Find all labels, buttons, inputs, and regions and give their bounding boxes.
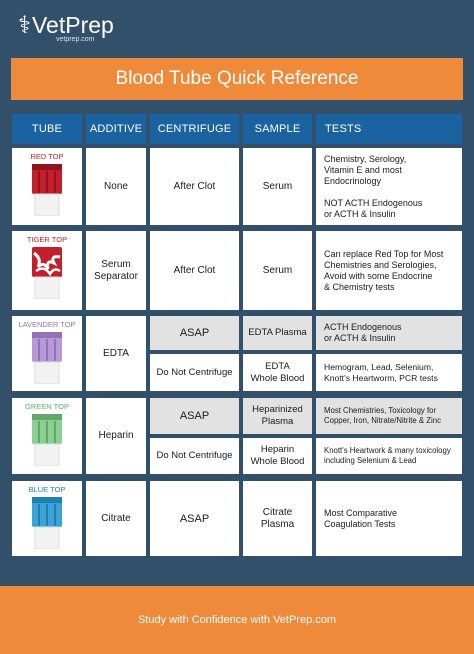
sample-cell: Citrate Plasma bbox=[243, 481, 312, 556]
header-tests: TESTS bbox=[316, 114, 462, 144]
tests-cell: ACTH Endogenous or ACTH & Insulin bbox=[316, 316, 462, 350]
sample-cell: EDTA Whole Blood bbox=[243, 354, 312, 391]
tube-blue-top bbox=[12, 481, 82, 556]
lavender-tube-icon bbox=[30, 332, 64, 384]
brand-url: vetprep.com bbox=[56, 36, 95, 43]
sample-cell: Serum bbox=[243, 231, 312, 310]
brand-name: VetPrep bbox=[31, 12, 114, 38]
tube-lavender-top bbox=[12, 316, 82, 391]
additive-cell: EDTA bbox=[86, 316, 146, 391]
additive-cell: Serum Separator bbox=[86, 231, 146, 310]
tube-label: TIGER TOP bbox=[26, 235, 68, 244]
centrifuge-cell: Do Not Centrifuge bbox=[150, 354, 239, 391]
sample-cell: Heparin Whole Blood bbox=[243, 438, 312, 474]
tests-cell: Most Chemistries, Toxicology for Copper, Iron, Nitrate/Nitrite & Zinc bbox=[316, 398, 462, 434]
vetprep-logo bbox=[18, 12, 114, 43]
centrifuge-cell: After Clot bbox=[150, 148, 239, 225]
additive-cell: Heparin bbox=[86, 398, 146, 474]
sample-cell: EDTA Plasma bbox=[243, 316, 312, 350]
header-centrifuge: CENTRIFUGE bbox=[150, 114, 239, 144]
centrifuge-cell: ASAP bbox=[150, 481, 239, 556]
sample-cell: Heparinized Plasma bbox=[243, 398, 312, 434]
centrifuge-cell: ASAP bbox=[150, 398, 239, 434]
additive-cell: Citrate bbox=[86, 481, 146, 556]
tiger-tube-icon bbox=[30, 247, 64, 299]
header-tube: TUBE bbox=[12, 114, 82, 144]
red-tube-icon bbox=[30, 164, 64, 216]
page-title: Blood Tube Quick Reference bbox=[11, 58, 463, 100]
header-additive: ADDITIVE bbox=[86, 114, 146, 144]
header-sample: SAMPLE bbox=[243, 114, 312, 144]
tube-green-top bbox=[12, 398, 82, 474]
tests-cell: Can replace Red Top for Most Chemistries and Serologies, Avoid with some Endocrine & Chemistry tests bbox=[316, 231, 462, 310]
blue-tube-icon bbox=[30, 497, 64, 549]
centrifuge-cell: After Clot bbox=[150, 231, 239, 310]
additive-cell: None bbox=[86, 148, 146, 225]
tests-cell: Hemogram, Lead, Selenium, Knott's Heartworm, PCR tests bbox=[316, 354, 462, 391]
tube-label: BLUE TOP bbox=[28, 485, 66, 494]
centrifuge-cell: Do Not Centrifuge bbox=[150, 438, 239, 474]
tests-cell: Most Comparative Coagulation Tests bbox=[316, 481, 462, 556]
footer-tagline: Study with Confidence with VetPrep.com bbox=[0, 586, 474, 654]
tests-cell: Knott's Heartwork & many toxicology including Selenium & Lead bbox=[316, 438, 462, 474]
tube-label: RED TOP bbox=[30, 152, 64, 161]
green-tube-icon bbox=[30, 414, 64, 466]
tube-label: LAVENDER TOP bbox=[18, 320, 76, 329]
centrifuge-cell: ASAP bbox=[150, 316, 239, 350]
caduceus-icon: ⚕ bbox=[18, 11, 31, 39]
sample-cell: Serum bbox=[243, 148, 312, 225]
tube-red-top bbox=[12, 148, 82, 225]
tests-cell: Chemistry, Serology, Vitamin E and most Endocrinology NOT ACTH Endogenous or ACTH & Insulin bbox=[316, 148, 462, 225]
tube-label: GREEN TOP bbox=[25, 402, 69, 411]
tube-tiger-top bbox=[12, 231, 82, 310]
